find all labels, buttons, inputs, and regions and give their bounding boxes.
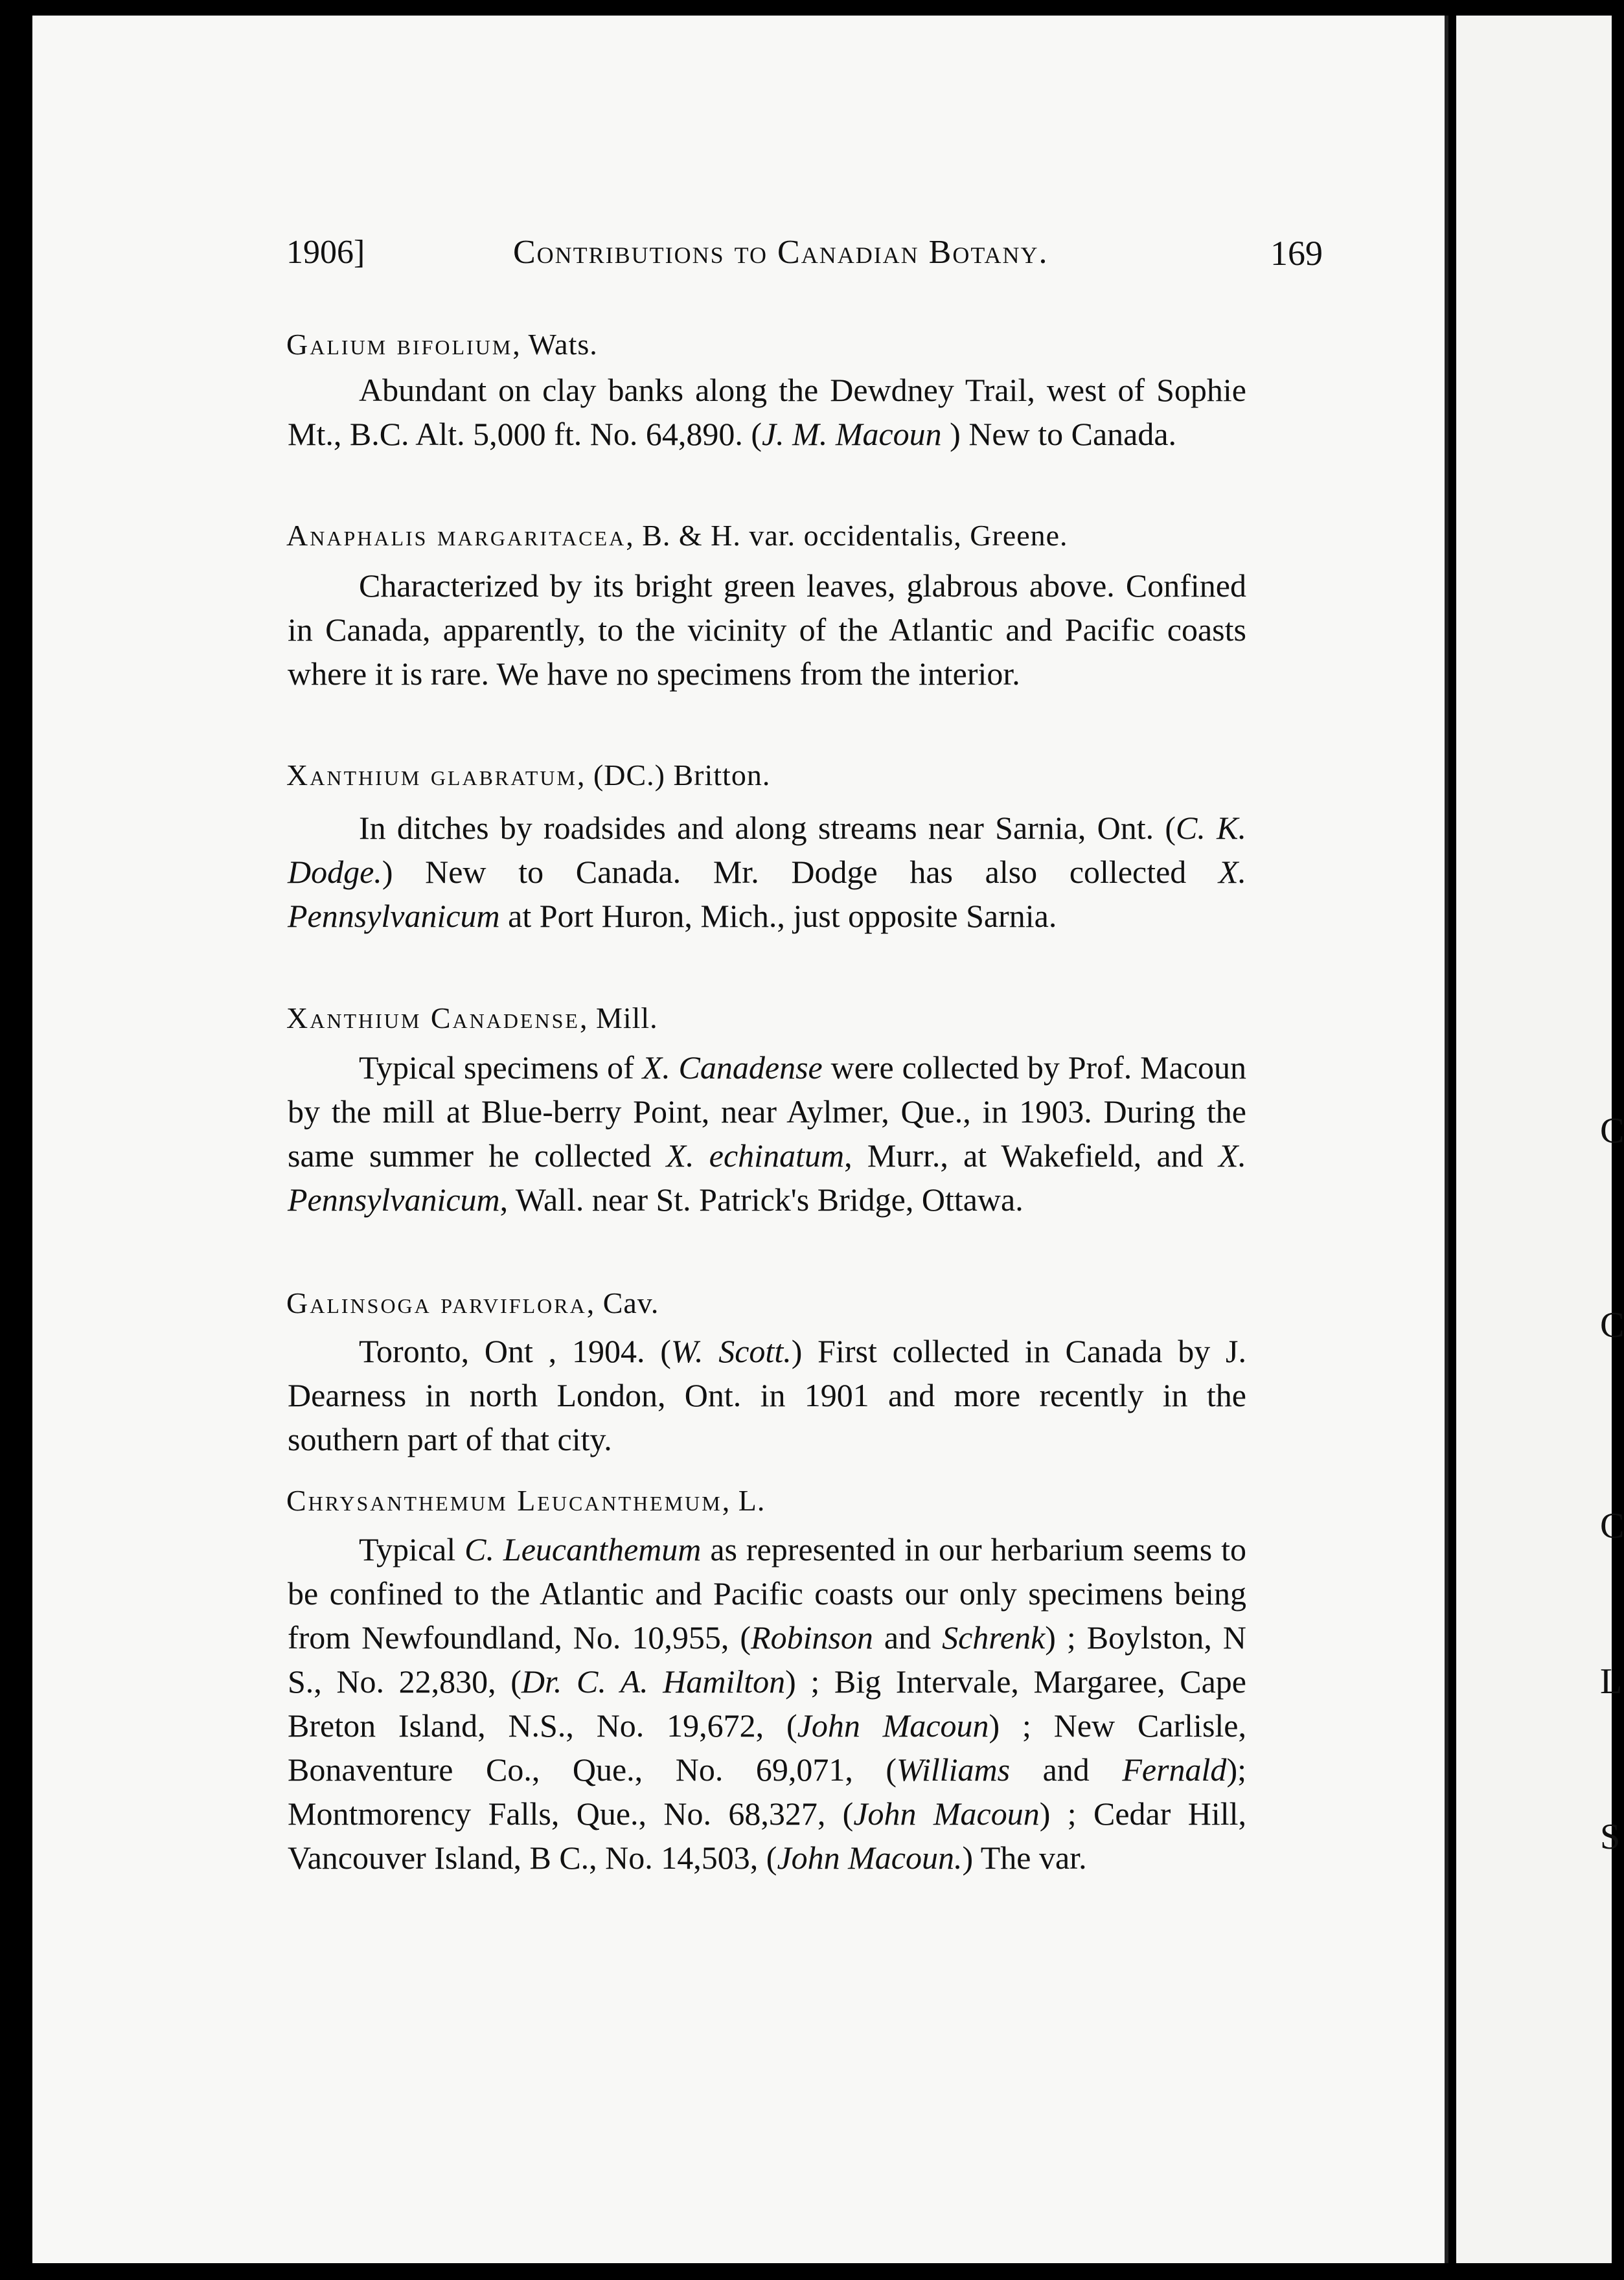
page-number: 169 [1270, 234, 1323, 273]
species-name: Xanthium Canadense [286, 1001, 580, 1034]
collector-name: Dr. C. A. Hamilton [521, 1663, 786, 1700]
collector-name: Robinson [751, 1619, 873, 1656]
facing-page-edge [1456, 16, 1624, 2263]
species-description: Characterized by its bright green leaves, glabrous above. Confined in Canada, apparently, to the vicinity of the Atlantic and Pacific coasts where it is rare. We have no specimens from the interior. [288, 567, 1246, 692]
species-reference: C. Leucanthemum [464, 1531, 702, 1568]
species-description: Abundant on clay banks along the Dewdney Trail, west of Sophie Mt., B.C. Alt. 5,000 ft. No. 64,890. (J. M. Macoun ) New to Canada. [288, 372, 1246, 452]
species-description: Typical specimens of X. Canadense were collected by Prof. Macoun by the mill at Blue-berry Point, near Aylmer, Que., in 1903. During the same summer he collected X. echinatum, Murr., at Wakefield, and X. Pennsylvanicum, Wall. near St. Patrick's Bridge, Ottawa. [288, 1049, 1246, 1218]
collector-name: Williams [897, 1751, 1011, 1788]
collector-name: John Macoun [797, 1707, 989, 1744]
species-authority: , Mill. [579, 1001, 658, 1034]
species-name: Galinsoga parviflora [286, 1286, 587, 1319]
running-head [286, 233, 1323, 285]
species-reference: X. Pennsylvanicum [288, 854, 1246, 934]
species-heading [286, 1001, 658, 1035]
facing-page-fragment: L [1600, 1661, 1623, 1702]
species-heading [286, 327, 598, 361]
collector-name: John Macoun [853, 1796, 1040, 1832]
species-description: In ditches by roadsides and along streams near Sarnia, Ont. (C. K. Dodge.) New to Canada. Mr. Dodge has also collected X. Pennsylvanicum at Port Huron, Mich., just opposite Sarnia. [288, 810, 1246, 934]
species-authority: , Wats. [512, 328, 598, 361]
species-name: Galium bifolium [286, 328, 513, 361]
collector-name: John Macoun. [777, 1840, 963, 1876]
collector-name: C. K. Dodge. [288, 810, 1246, 890]
facing-page-fragment: S [1600, 1817, 1621, 1857]
species-reference: X. Pennsylvanicum [288, 1137, 1246, 1218]
collector-name: J. M. Macoun [761, 416, 942, 452]
species-heading [286, 758, 770, 792]
collector-name: Schrenk [942, 1619, 1046, 1656]
species-authority: , (DC.) Britton. [577, 758, 771, 792]
species-heading [286, 518, 1068, 553]
facing-page-fragment: C [1600, 1506, 1624, 1546]
species-description: Toronto, Ont , 1904. (W. Scott.) First collected in Canada by J. Dearness in north London, Ont. in 1901 and more recently in the southern part of that city. [288, 1333, 1246, 1457]
facing-page-fragment: C [1600, 1111, 1624, 1151]
collector-name: W. Scott. [670, 1333, 792, 1369]
facing-page-fragment: C [1600, 1305, 1624, 1345]
species-authority: , L. [722, 1484, 766, 1517]
species-authority: , Cav. [586, 1286, 659, 1319]
species-description: Typical C. Leucanthemum as represented in our herbarium seems to be confined to the Atlantic and Pacific coasts our only specimens being from Newfoundland, No. 10,955, (Robinson and Schrenk) ; Boylston, N S., No. 22,830, (Dr. C. A. Hamilton) ; Big Intervale, Margaree, Cape Breton Island, N.S., No. 19,672, (John Macoun) ; New Carlisle, Bonaventure Co., Que., No. 69,071, (Williams and Fernald); Montmorency Falls, Que., No. 68,327, (John Macoun) ; Cedar Hill, Vancouver Island, B C., No. 14,503, (John Macoun.) The var. [288, 1531, 1247, 1876]
species-reference: X. echinatum [666, 1137, 845, 1174]
running-head-title: Contributions to Canadian Botany. [513, 234, 1049, 271]
species-authority: , B. & H. var. occidentalis, Greene. [626, 519, 1068, 552]
species-name: Anaphalis margaritacea [286, 519, 626, 552]
species-name: Chrysanthemum Leucanthemum [286, 1484, 722, 1517]
species-heading [286, 1483, 765, 1518]
running-head-year: 1906] [286, 234, 365, 271]
species-name: Xanthium glabratum [286, 758, 577, 792]
species-reference: X. Canadense [642, 1049, 823, 1086]
collector-name: Fernald [1122, 1751, 1227, 1788]
species-heading [286, 1286, 659, 1320]
